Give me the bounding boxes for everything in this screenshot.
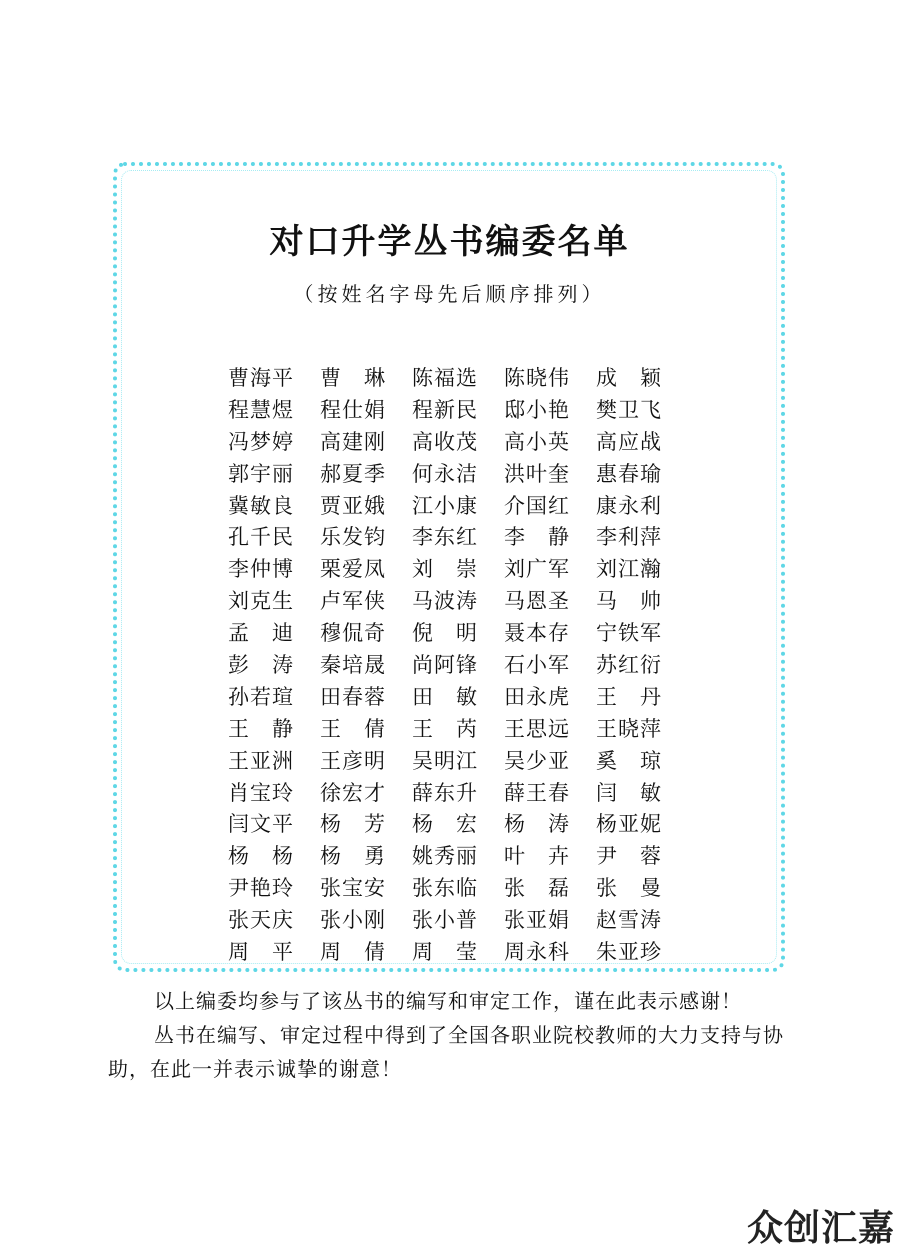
committee-member-name: 张天庆 [228, 908, 294, 933]
committee-member-name: 王 倩 [320, 716, 386, 741]
committee-member-name: 李仲博 [228, 557, 294, 582]
committee-member-name: 肖宝玲 [228, 780, 294, 805]
committee-member-name: 刘克生 [228, 589, 294, 614]
name-row [228, 361, 688, 393]
name-row [228, 393, 688, 425]
committee-member-name: 姚秀丽 [412, 844, 478, 869]
committee-member-name: 徐宏才 [320, 780, 386, 805]
acknowledgement-line-1: 以上编委均参与了该丛书的编写和审定工作，谨在此表示感谢！ [154, 989, 742, 1013]
committee-member-name: 尚阿锋 [412, 652, 478, 677]
name-row [228, 425, 688, 457]
committee-member-name: 张 曼 [596, 876, 662, 901]
committee-member-name: 樊卫飞 [596, 397, 662, 422]
name-row [228, 489, 688, 521]
committee-member-name: 秦培晟 [320, 652, 386, 677]
committee-member-name: 康永利 [596, 493, 662, 518]
committee-member-name: 薛东升 [412, 780, 478, 805]
committee-member-name: 卢军侠 [320, 589, 386, 614]
committee-member-name: 聂本存 [504, 621, 570, 646]
name-list [228, 361, 688, 967]
committee-member-name: 高收茂 [412, 429, 478, 454]
committee-member-name: 周 平 [228, 939, 294, 964]
committee-member-name: 王亚洲 [228, 748, 294, 773]
committee-member-name: 马恩圣 [504, 589, 570, 614]
committee-member-name: 刘 崇 [412, 557, 478, 582]
acknowledgement-line-2: 丛书在编写、审定过程中得到了全国各职业院校教师的大力支持与协助，在此一并表示诚挚的谢意！ [108, 1023, 784, 1081]
name-row [228, 807, 688, 839]
committee-member-name: 冀敏良 [228, 493, 294, 518]
committee-member-name: 周 莹 [412, 939, 478, 964]
committee-member-name: 张小刚 [320, 908, 386, 933]
committee-member-name: 刘江瀚 [596, 557, 662, 582]
committee-member-name: 王 丹 [596, 684, 662, 709]
committee-member-name: 叶 卉 [504, 844, 570, 869]
committee-member-name: 马波涛 [412, 589, 478, 614]
committee-member-name: 张东临 [412, 876, 478, 901]
committee-member-name: 介国红 [504, 493, 570, 518]
committee-member-name: 高小英 [504, 429, 570, 454]
name-row [228, 680, 688, 712]
committee-member-name: 王 芮 [412, 716, 478, 741]
committee-member-name: 吴少亚 [504, 748, 570, 773]
acknowledgement [108, 984, 798, 1086]
committee-member-name: 周永科 [504, 939, 570, 964]
committee-member-name: 杨 芳 [320, 812, 386, 837]
committee-member-name: 郭宇丽 [228, 461, 294, 486]
committee-member-name: 闫 敏 [596, 780, 662, 805]
name-row [228, 744, 688, 776]
committee-member-name: 程仕娟 [320, 397, 386, 422]
committee-member-name: 周 倩 [320, 939, 386, 964]
committee-member-name: 乐发钧 [320, 525, 386, 550]
name-row [228, 935, 688, 967]
committee-member-name: 冯梦婷 [228, 429, 294, 454]
committee-member-name: 栗爱凤 [320, 557, 386, 582]
committee-member-name: 苏红衍 [596, 652, 662, 677]
committee-member-name: 朱亚珍 [596, 939, 662, 964]
committee-member-name: 孔千民 [228, 525, 294, 550]
committee-member-name: 杨亚妮 [596, 812, 662, 837]
committee-member-name: 王思远 [504, 716, 570, 741]
committee-member-name: 宁铁军 [596, 621, 662, 646]
committee-member-name: 石小军 [504, 652, 570, 677]
committee-member-name: 张小普 [412, 908, 478, 933]
committee-member-name: 杨 宏 [412, 812, 478, 837]
committee-member-name: 彭 涛 [228, 652, 294, 677]
committee-member-name: 成 颖 [596, 365, 662, 390]
committee-member-name: 程慧煜 [228, 397, 294, 422]
committee-member-name: 陈福选 [412, 365, 478, 390]
committee-member-name: 田春蓉 [320, 684, 386, 709]
name-row [228, 903, 688, 935]
committee-member-name: 张宝安 [320, 876, 386, 901]
committee-member-name: 杨 杨 [228, 844, 294, 869]
committee-member-name: 尹 蓉 [596, 844, 662, 869]
committee-member-name: 薛王春 [504, 780, 570, 805]
name-row [228, 520, 688, 552]
committee-member-name: 孙若瑄 [228, 684, 294, 709]
committee-member-name: 穆侃奇 [320, 621, 386, 646]
name-row [228, 839, 688, 871]
page-subtitle: （按姓名字母先后顺序排列） [293, 282, 606, 306]
page-title: 对口升学丛书编委名单 [269, 222, 630, 262]
committee-member-name: 奚 琼 [596, 748, 662, 773]
committee-member-name: 马 帅 [596, 589, 662, 614]
name-row [228, 648, 688, 680]
name-row [228, 584, 688, 616]
committee-member-name: 程新民 [412, 397, 478, 422]
committee-member-name: 高建刚 [320, 429, 386, 454]
committee-member-name: 李 静 [504, 525, 570, 550]
committee-member-name: 田永虎 [504, 684, 570, 709]
committee-member-name: 孟 迪 [228, 621, 294, 646]
committee-member-name: 曹 琳 [320, 365, 386, 390]
committee-member-name: 王晓萍 [596, 716, 662, 741]
committee-member-name: 张 磊 [504, 876, 570, 901]
name-row [228, 616, 688, 648]
name-row [228, 552, 688, 584]
committee-member-name: 李东红 [412, 525, 478, 550]
committee-member-name: 倪 明 [412, 621, 478, 646]
committee-member-name: 王 静 [228, 716, 294, 741]
committee-member-name: 邸小艳 [504, 397, 570, 422]
committee-member-name: 贾亚娥 [320, 493, 386, 518]
committee-member-name: 王彦明 [320, 748, 386, 773]
committee-member-name: 惠春瑜 [596, 461, 662, 486]
committee-member-name: 吴明江 [412, 748, 478, 773]
committee-member-name: 张亚娟 [504, 908, 570, 933]
watermark-logo: 众创汇嘉 [746, 1208, 895, 1249]
committee-member-name: 杨 涛 [504, 812, 570, 837]
committee-member-name: 尹艳玲 [228, 876, 294, 901]
committee-member-name: 高应战 [596, 429, 662, 454]
committee-member-name: 江小康 [412, 493, 478, 518]
committee-member-name: 何永洁 [412, 461, 478, 486]
name-row [228, 457, 688, 489]
committee-member-name: 李利萍 [596, 525, 662, 550]
committee-member-name: 曹海平 [228, 365, 294, 390]
committee-member-name: 杨 勇 [320, 844, 386, 869]
name-row [228, 776, 688, 808]
committee-member-name: 洪叶奎 [504, 461, 570, 486]
committee-member-name: 郝夏季 [320, 461, 386, 486]
committee-member-name: 赵雪涛 [596, 908, 662, 933]
committee-member-name: 刘广军 [504, 557, 570, 582]
committee-member-name: 陈晓伟 [504, 365, 570, 390]
committee-member-name: 闫文平 [228, 812, 294, 837]
name-row [228, 712, 688, 744]
committee-member-name: 田 敏 [412, 684, 478, 709]
name-row [228, 871, 688, 903]
